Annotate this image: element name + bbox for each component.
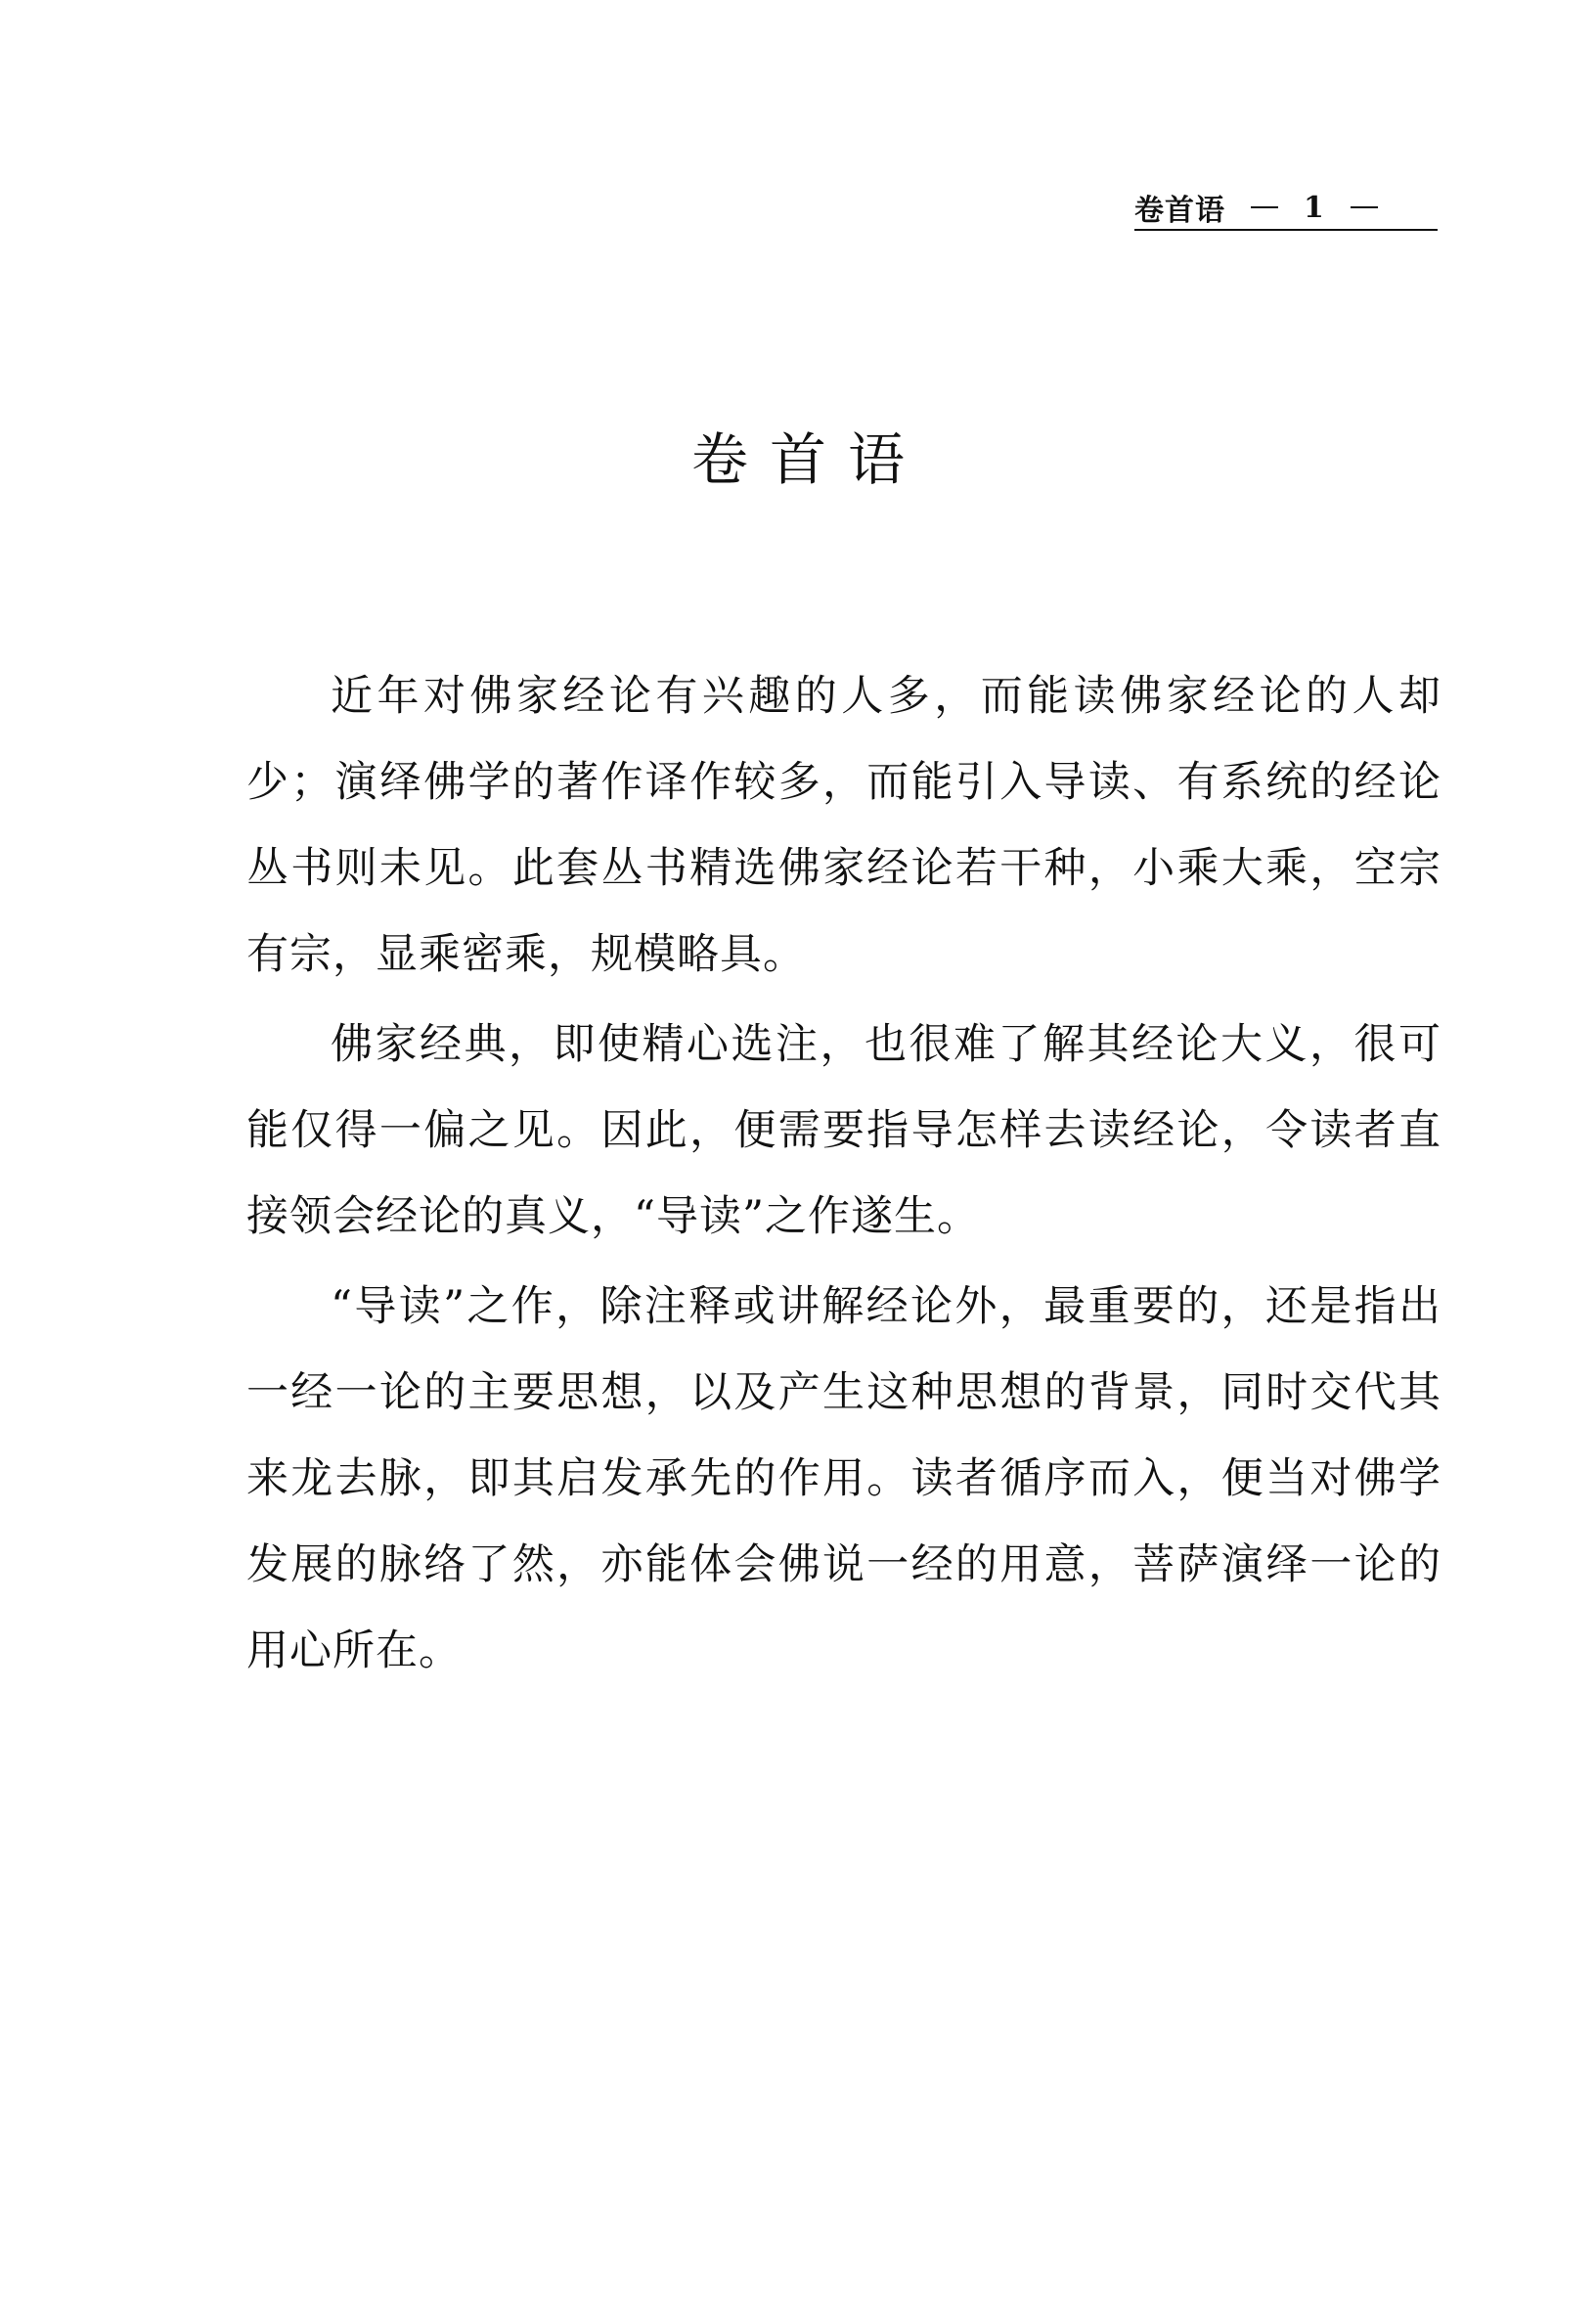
body-text: [246, 653, 1441, 1698]
page-title: 卷首语: [690, 426, 926, 493]
page-number: 1: [1304, 190, 1325, 225]
paragraph-3: “导读”之作，除注释或讲解经论外，最重要的，还是指出一经一论的主要思想，以及产生这种思想的背景，同时交代其来龙去脉，即其启发承先的作用。读者循序而入，便当对佛学发展的脉络了然，亦能体会佛说一经的用意，菩萨演绎一论的用心所在。: [246, 1282, 1441, 1675]
paragraph-1: 近年对佛家经论有兴趣的人多，而能读佛家经论的人却少；演绎佛学的著作译作较多，而能引入导读、有系统的经论丛书则未见。此套丛书精选佛家经论若干种，小乘大乘，空宗有宗，显乘密乘，规模略具。: [246, 672, 1441, 979]
running-title: 卷首语: [1134, 194, 1225, 228]
paragraph-2: 佛家经典，即使精心选注，也很难了解其经论大义，很可能仅得一偏之见。因此，便需要指导怎样去读经论，令读者直接领会经论的真义，“导读”之作遂生。: [246, 1020, 1441, 1241]
dash-right: [1351, 206, 1378, 208]
running-header: [1134, 186, 1438, 231]
dash-left: [1251, 206, 1278, 208]
